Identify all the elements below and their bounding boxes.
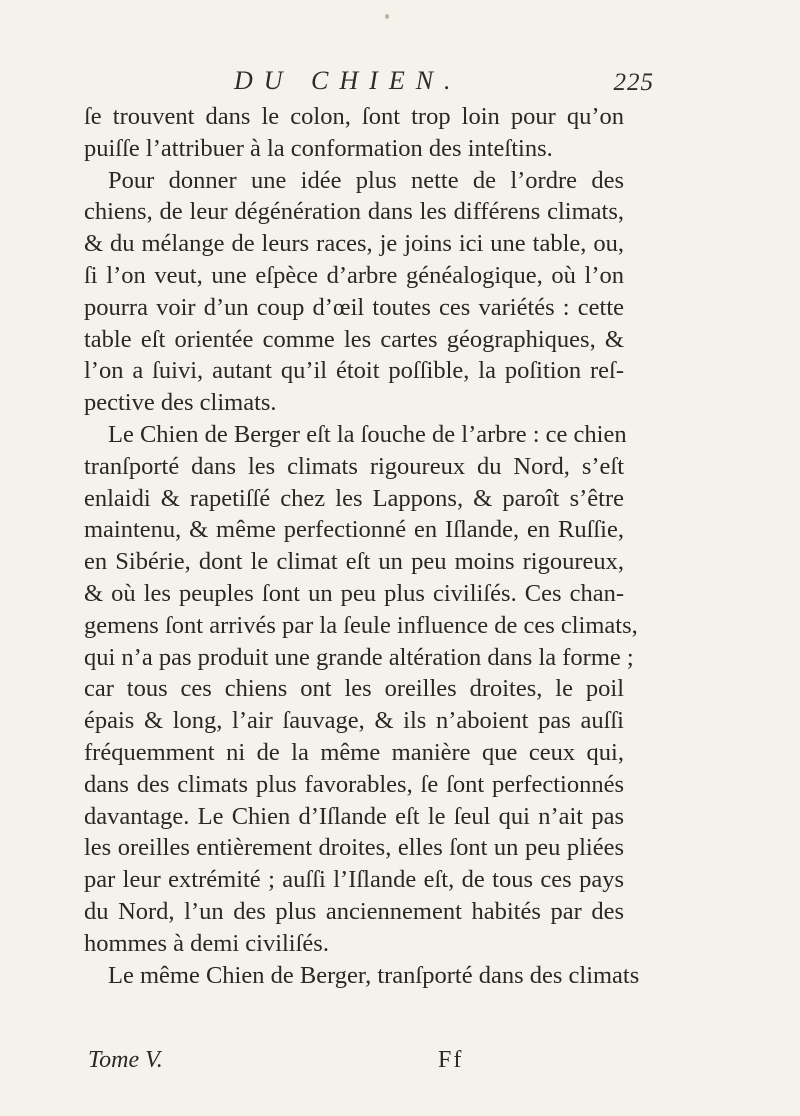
paragraph-start-line: Le même Chien de Berger, tranſporté dans des climats	[108, 961, 640, 989]
page-footer	[84, 1046, 684, 1076]
text-line: davantage. Le Chien d’Iſlande eſt le ſeul qui n’ait pas	[84, 802, 624, 830]
body-text	[84, 101, 640, 991]
text-line: & où les peuples ſont un peu plus civiliſés. Ces chan-	[84, 579, 624, 607]
text-line: ſi l’on veut, une eſpèce d’arbre généalogique, où l’on	[84, 261, 624, 289]
text-line: pective des climats.	[84, 389, 277, 417]
text-line: maintenu, & même perfectionné en Iſlande, en Ruſſie,	[84, 516, 624, 544]
running-title: DU CHIEN.	[234, 66, 462, 95]
text-line: fréquemment ni de la même manière que ceux qui,	[84, 738, 624, 766]
page-number: 225	[613, 69, 654, 96]
text-line: puiſſe l’attribuer à la conformation des inteſtins.	[84, 134, 553, 162]
page-header	[234, 66, 654, 106]
text-line: épais & long, l’air ſauvage, & ils n’aboient pas auſſi	[84, 707, 624, 735]
text-line: table eſt orientée comme les cartes géographiques, &	[84, 325, 624, 353]
text-line: les oreilles entièrement droites, elles ſont un peu pliées	[84, 834, 624, 862]
text-line: chiens, de leur dégénération dans les différens climats,	[84, 198, 624, 226]
text-line: dans des climats plus favorables, ſe ſont perfectionnés	[84, 770, 624, 798]
text-line: & du mélange de leurs races, je joins ici une table, ou,	[84, 230, 624, 258]
paper-speck	[385, 14, 389, 19]
signature-mark: Ff	[438, 1047, 464, 1073]
text-line: hommes à demi civiliſés.	[84, 929, 329, 957]
text-line: gemens ſont arrivés par la ſeule influence de ces climats,	[84, 611, 638, 639]
paragraph-start-line: Pour donner une idée plus nette de l’ordre des	[108, 166, 624, 194]
text-line: qui n’a pas produit une grande altération dans la forme ;	[84, 643, 634, 671]
text-line: par leur extrémité ; auſſi l’Iſlande eſt, de tous ces pays	[84, 866, 624, 894]
volume-label: Tome V.	[88, 1047, 163, 1073]
text-line: tranſporté dans les climats rigoureux du Nord, s’eſt	[84, 452, 624, 480]
text-line: en Sibérie, dont le climat eſt un peu moins rigoureux,	[84, 548, 624, 576]
text-line: l’on a ſuivi, autant qu’il étoit poſſible, la poſition reſ-	[84, 357, 624, 385]
text-line: enlaidi & rapetiſſé chez les Lappons, & paroît s’être	[84, 484, 624, 512]
paragraph-start-line: Le Chien de Berger eſt la ſouche de l’arbre : ce chien	[108, 420, 627, 448]
text-line: car tous ces chiens ont les oreilles droites, le poil	[84, 675, 624, 703]
text-line: du Nord, l’un des plus anciennement habités par des	[84, 897, 624, 925]
text-line: ſe trouvent dans le colon, ſont trop loin pour qu’on	[84, 103, 624, 130]
text-line: pourra voir d’un coup d’œil toutes ces variétés : cette	[84, 293, 624, 321]
